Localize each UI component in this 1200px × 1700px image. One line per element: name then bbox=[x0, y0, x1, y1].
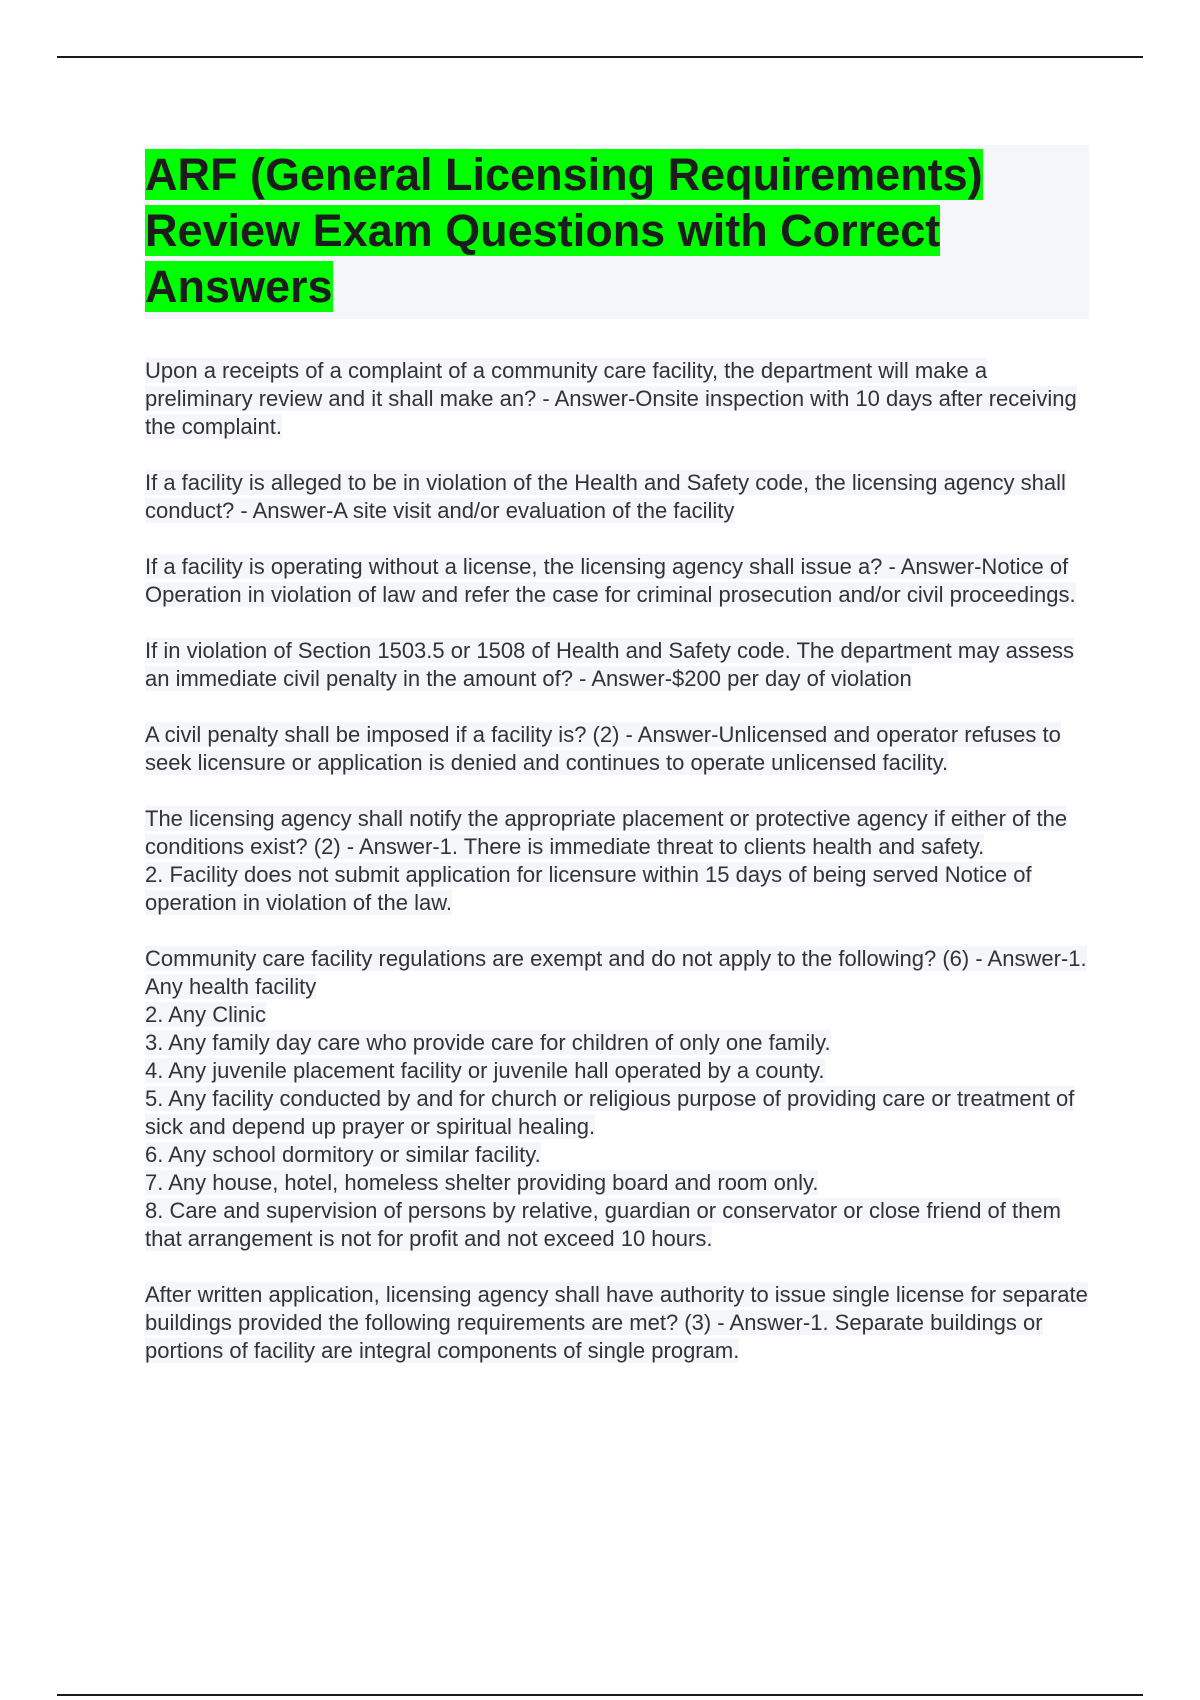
document-body bbox=[145, 145, 1089, 1393]
qa-entry: A civil penalty shall be imposed if a facility is? (2) - Answer-Unlicensed and operator refuses to seek licensure or application is denied and continues to operate unlicensed facility. bbox=[145, 722, 1061, 775]
qa-entry: After written application, licensing agency shall have authority to issue single license for separate buildings provided the following requirements are met? (3) - Answer-1. Separate buildings or portions of facility are integral components of single program. bbox=[145, 1282, 1088, 1363]
qa-entry: If in violation of Section 1503.5 or 1508 of Health and Safety code. The department may assess an immediate civil penalty in the amount of? - Answer-$200 per day of violation bbox=[145, 638, 1075, 691]
qa-entry: The licensing agency shall notify the appropriate placement or protective agency if either of the conditions exist? (2) - Answer-1. There is immediate threat to clients health and safety. 2. Facility does not submit application for licensure within 15 days of being served Notice of operation in violation of the law. bbox=[145, 806, 1068, 915]
top-divider bbox=[57, 56, 1143, 58]
qa-entry: If a facility is operating without a license, the licensing agency shall issue a? - Answer-Notice of Operation in violation of law and refer the case for criminal prosecution and/or civil proceedings. bbox=[145, 554, 1076, 607]
qa-entry: Community care facility regulations are exempt and do not apply to the following? (6) - Answer-1. Any health facility 2. Any Clinic 3. Any family day care who provide care for children of only one family. 4. Any juvenile placement facility or juvenile hall operated by a county. 5. Any facility conducted by and for church or religious purpose of providing care or treatment of sick and depend up prayer or spiritual healing. 6. Any school dormitory or similar facility. 7. Any house, hotel, homeless shelter providing board and room only. 8. Care and supervision of persons by relative, guardian or conservator or close friend of them that arrangement is not for profit and not exceed 10 hours. bbox=[145, 946, 1087, 1251]
title-block bbox=[145, 145, 1089, 319]
qa-entry: If a facility is alleged to be in violation of the Health and Safety code, the licensing agency shall conduct? - Answer-A site visit and/or evaluation of the facility bbox=[145, 470, 1066, 523]
bottom-divider bbox=[57, 1694, 1143, 1696]
qa-entry: Upon a receipts of a complaint of a community care facility, the department will make a preliminary review and it shall make an? - Answer-Onsite inspection with 10 days after receiving the complaint. bbox=[145, 358, 1077, 439]
document-title: ARF (General Licensing Requirements) Review Exam Questions with Correct Answers bbox=[145, 149, 983, 312]
